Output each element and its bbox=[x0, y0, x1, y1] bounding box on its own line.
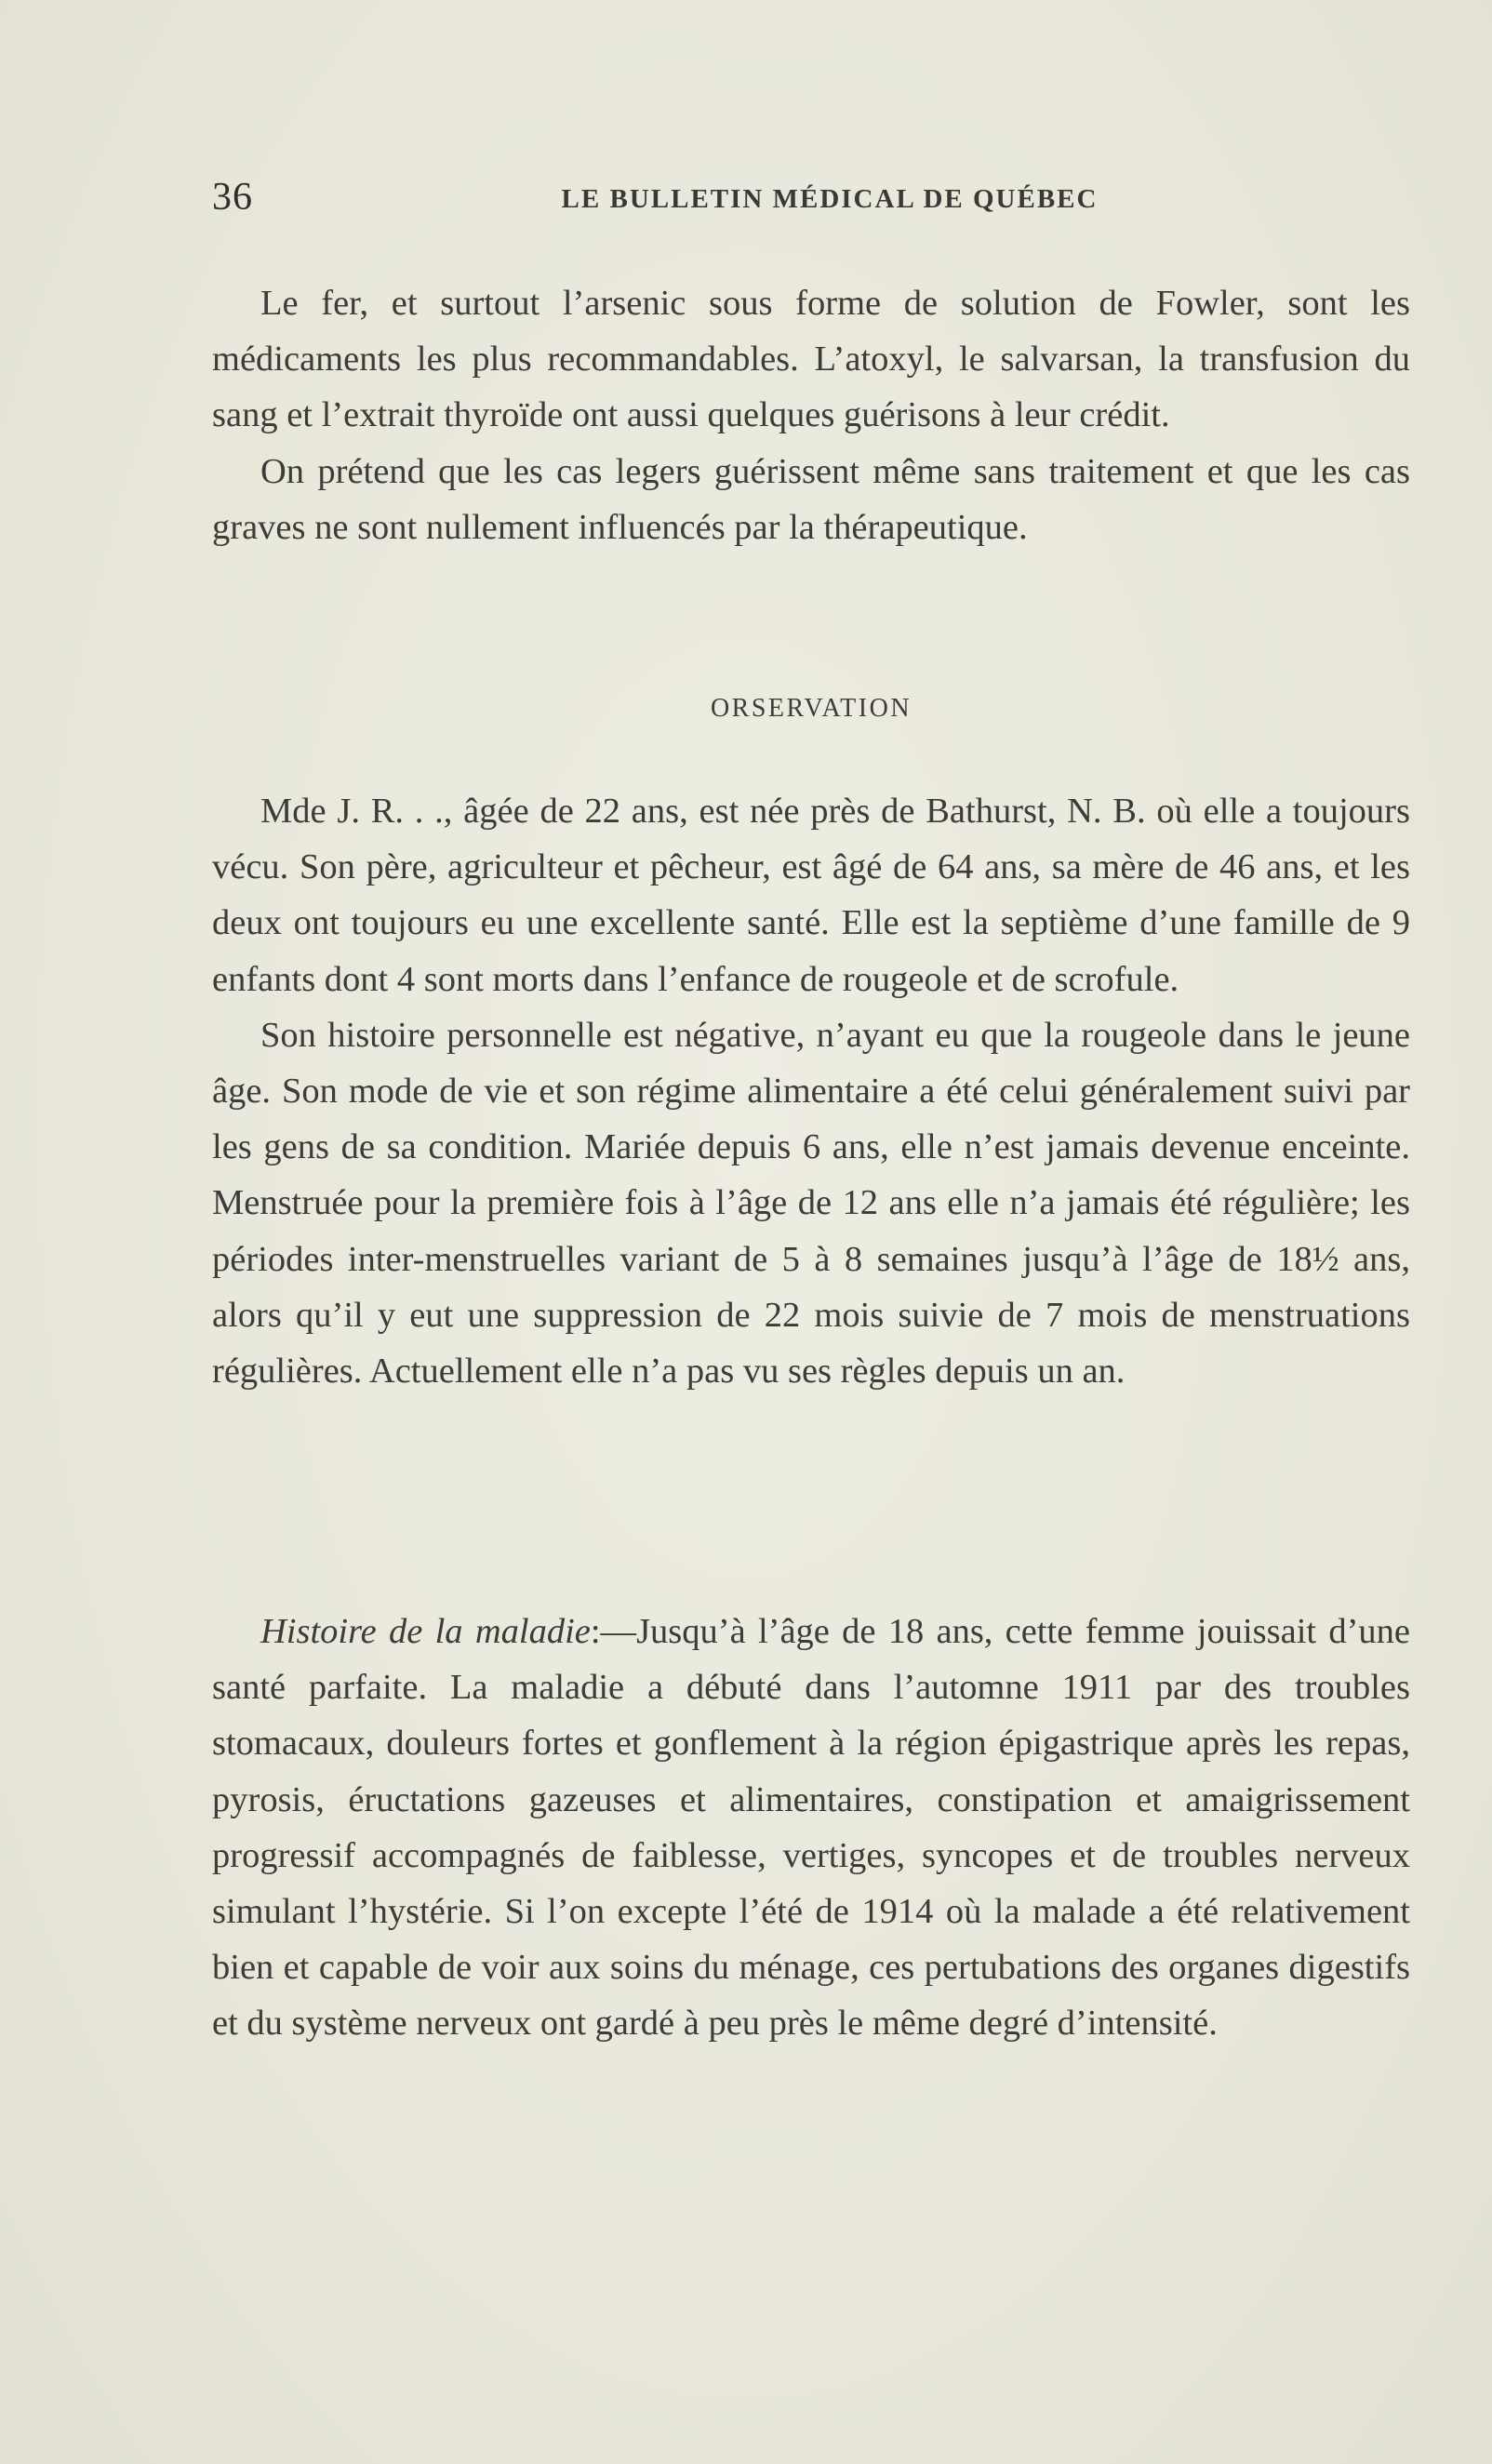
history-separator: :— bbox=[590, 1612, 637, 1651]
section-heading: ORSERVATION bbox=[710, 694, 913, 723]
paragraph: Son histoire personnelle est négative, n’ayant eu que la rougeole dans le jeune âge. Son mode de vie et son régime alimentaire a été celui généralement suivi par les gens de sa condition. Mariée depuis 6 ans, elle n’est jamais devenue enceinte. Menstruée pour la première fois à l’âge de 12 ans elle n’a jamais été régulière; les périodes inter-menstruelles variant de 5 à 8 semaines jusqu’à l’âge de 18½ ans, alors qu’il y eut une suppression de 22 mois suivie de 7 mois de menstruations régulières. Actuellement elle n’a pas vu ses règles depuis un an. bbox=[212, 1015, 1410, 1392]
paragraph: Le fer, et surtout l’arsenic sous forme de solution de Fowler, sont les médicaments les plus recommandables. L’atoxyl, le salvarsan, la transfusion du sang et l’extrait thyroïde ont aussi quelques guérisons à leur crédit. bbox=[212, 284, 1410, 435]
observation-text-block bbox=[212, 783, 1410, 1399]
intro-text-block bbox=[212, 275, 1410, 555]
paragraph: Mde J. R. . ., âgée de 22 ans, est née près de Bathurst, N. B. où elle a toujours vécu. Son père, agriculteur et pêcheur, est âgé de 64 ans, sa mère de 46 ans, et les deux ont toujours eu une excellente santé. Elle est la septième d’une famille de 9 enfants dont 4 sont morts dans l’enfance de rougeole et de scrofule. bbox=[212, 792, 1410, 999]
page-number: 36 bbox=[212, 176, 253, 219]
running-title: LE BULLETIN MÉDICAL DE QUÉBEC bbox=[561, 184, 1099, 214]
history-text: Jusqu’à l’âge de 18 ans, cette femme jouissait d’une santé parfaite. La maladie a débuté dans l’automne 1911 par des troubles stomacaux, douleurs fortes et gonflement à la région épigastrique après les repas, pyrosis, éructations gazeuses et alimentaires, constipation et amaigrissement progressif accompagnés de faiblesse, vertiges, syncopes et de troubles nerveux simulant l’hystérie. Si l’on excepte l’été de 1914 où la malade a été relativement bien et capable de voir aux soins du ménage, ces pertubations des organes digestifs et du système nerveux ont gardé à peu près le même degré d’intensité. bbox=[212, 1612, 1410, 2044]
paragraph: On prétend que les cas legers guérissent même sans traitement et que les cas graves ne sont nullement influencés par la thérapeutique. bbox=[212, 451, 1410, 547]
history-text-block bbox=[212, 1604, 1410, 2052]
page-header bbox=[212, 175, 1410, 231]
history-lead: Histoire de la maladie bbox=[260, 1612, 591, 1651]
history-paragraph bbox=[212, 1604, 1410, 2052]
